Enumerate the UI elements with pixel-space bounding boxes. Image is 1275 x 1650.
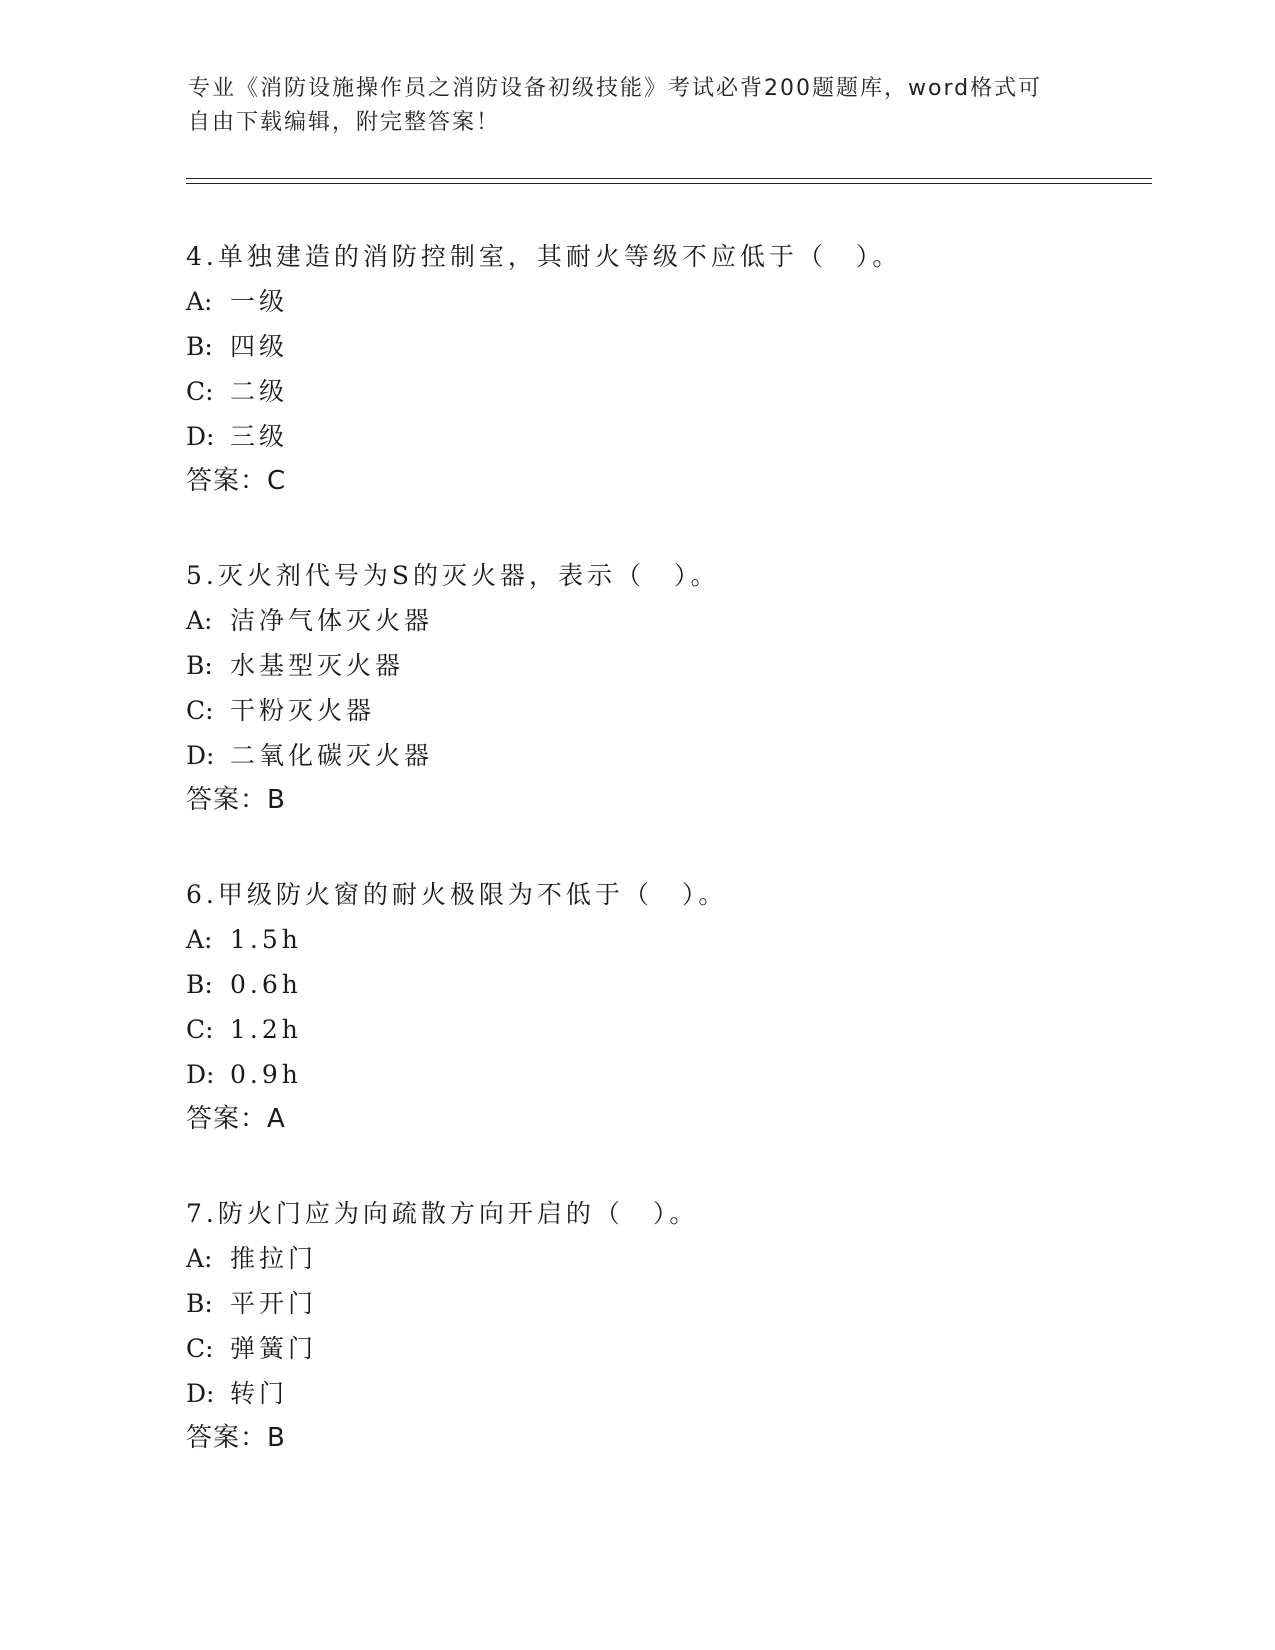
answer-label: 答案： [186, 785, 268, 815]
option-key: C: [186, 1015, 214, 1044]
document-header [188, 72, 1088, 140]
question-stem: 5.灭火剂代号为S的灭火器，表示（ ）。 [186, 561, 720, 590]
question-block [186, 872, 1186, 1142]
option-key: C: [186, 696, 214, 725]
option-c [186, 1007, 1186, 1052]
option-b [186, 1281, 1186, 1326]
question-stem: 6.甲级防火窗的耐火极限为不低于（ ）。 [186, 880, 728, 909]
question-stem: 7.防火门应为向疏散方向开启的（ ）。 [186, 1199, 699, 1228]
option-key: B: [186, 651, 213, 680]
option-text: 0.9h [230, 1060, 302, 1089]
option-key: D: [186, 422, 215, 451]
option-key: C: [186, 1334, 214, 1363]
header-divider-top [186, 178, 1152, 179]
option-d [186, 414, 1186, 459]
option-a [186, 598, 1186, 643]
header-divider-bottom [186, 183, 1152, 184]
option-text: 二氧化碳灭火器 [230, 741, 434, 770]
option-c [186, 1326, 1186, 1371]
option-key: A: [186, 606, 213, 635]
option-text: 洁净气体灭火器 [230, 606, 434, 635]
question-block [186, 1191, 1186, 1461]
option-a [186, 279, 1186, 324]
answer-line [186, 1097, 1186, 1142]
option-key: D: [186, 741, 215, 770]
option-text: 水基型灭火器 [230, 651, 405, 680]
option-d [186, 1371, 1186, 1416]
question-block [186, 234, 1186, 504]
option-key: A: [186, 287, 213, 316]
answer-value: C [267, 466, 286, 496]
option-text: 1.5h [230, 925, 302, 954]
option-d [186, 1052, 1186, 1097]
option-text: 0.6h [230, 970, 302, 999]
answer-label: 答案： [186, 1104, 268, 1134]
header-line-1: 专业《消防设施操作员之消防设备初级技能》考试必背200题题库，word格式可 [188, 76, 1043, 101]
option-text: 1.2h [230, 1015, 302, 1044]
answer-value: B [267, 1423, 285, 1453]
answer-label: 答案： [186, 1423, 268, 1453]
answer-label: 答案： [186, 466, 268, 496]
option-key: D: [186, 1379, 215, 1408]
option-a [186, 1236, 1186, 1281]
question-stem: 4.单独建造的消防控制室，其耐火等级不应低于（ ）。 [186, 242, 902, 271]
option-text: 一级 [230, 287, 289, 316]
answer-line [186, 778, 1186, 823]
option-text: 转门 [230, 1379, 289, 1408]
option-key: C: [186, 377, 214, 406]
option-a [186, 917, 1186, 962]
question-block [186, 553, 1186, 823]
option-text: 弹簧门 [230, 1334, 318, 1363]
option-text: 二级 [230, 377, 289, 406]
option-b [186, 962, 1186, 1007]
header-line-2: 自由下载编辑，附完整答案！ [188, 110, 501, 135]
answer-line [186, 1416, 1186, 1461]
option-text: 推拉门 [230, 1244, 318, 1273]
option-b [186, 643, 1186, 688]
option-text: 三级 [230, 422, 289, 451]
option-key: A: [186, 925, 213, 954]
option-key: B: [186, 332, 213, 361]
option-b [186, 324, 1186, 369]
option-key: A: [186, 1244, 213, 1273]
option-c [186, 369, 1186, 414]
option-key: D: [186, 1060, 215, 1089]
answer-value: B [267, 785, 285, 815]
option-c [186, 688, 1186, 733]
option-text: 干粉灭火器 [230, 696, 376, 725]
option-text: 平开门 [230, 1289, 318, 1318]
option-key: B: [186, 1289, 213, 1318]
answer-value: A [267, 1104, 285, 1134]
answer-line [186, 459, 1186, 504]
option-text: 四级 [230, 332, 289, 361]
option-d [186, 733, 1186, 778]
option-key: B: [186, 970, 213, 999]
